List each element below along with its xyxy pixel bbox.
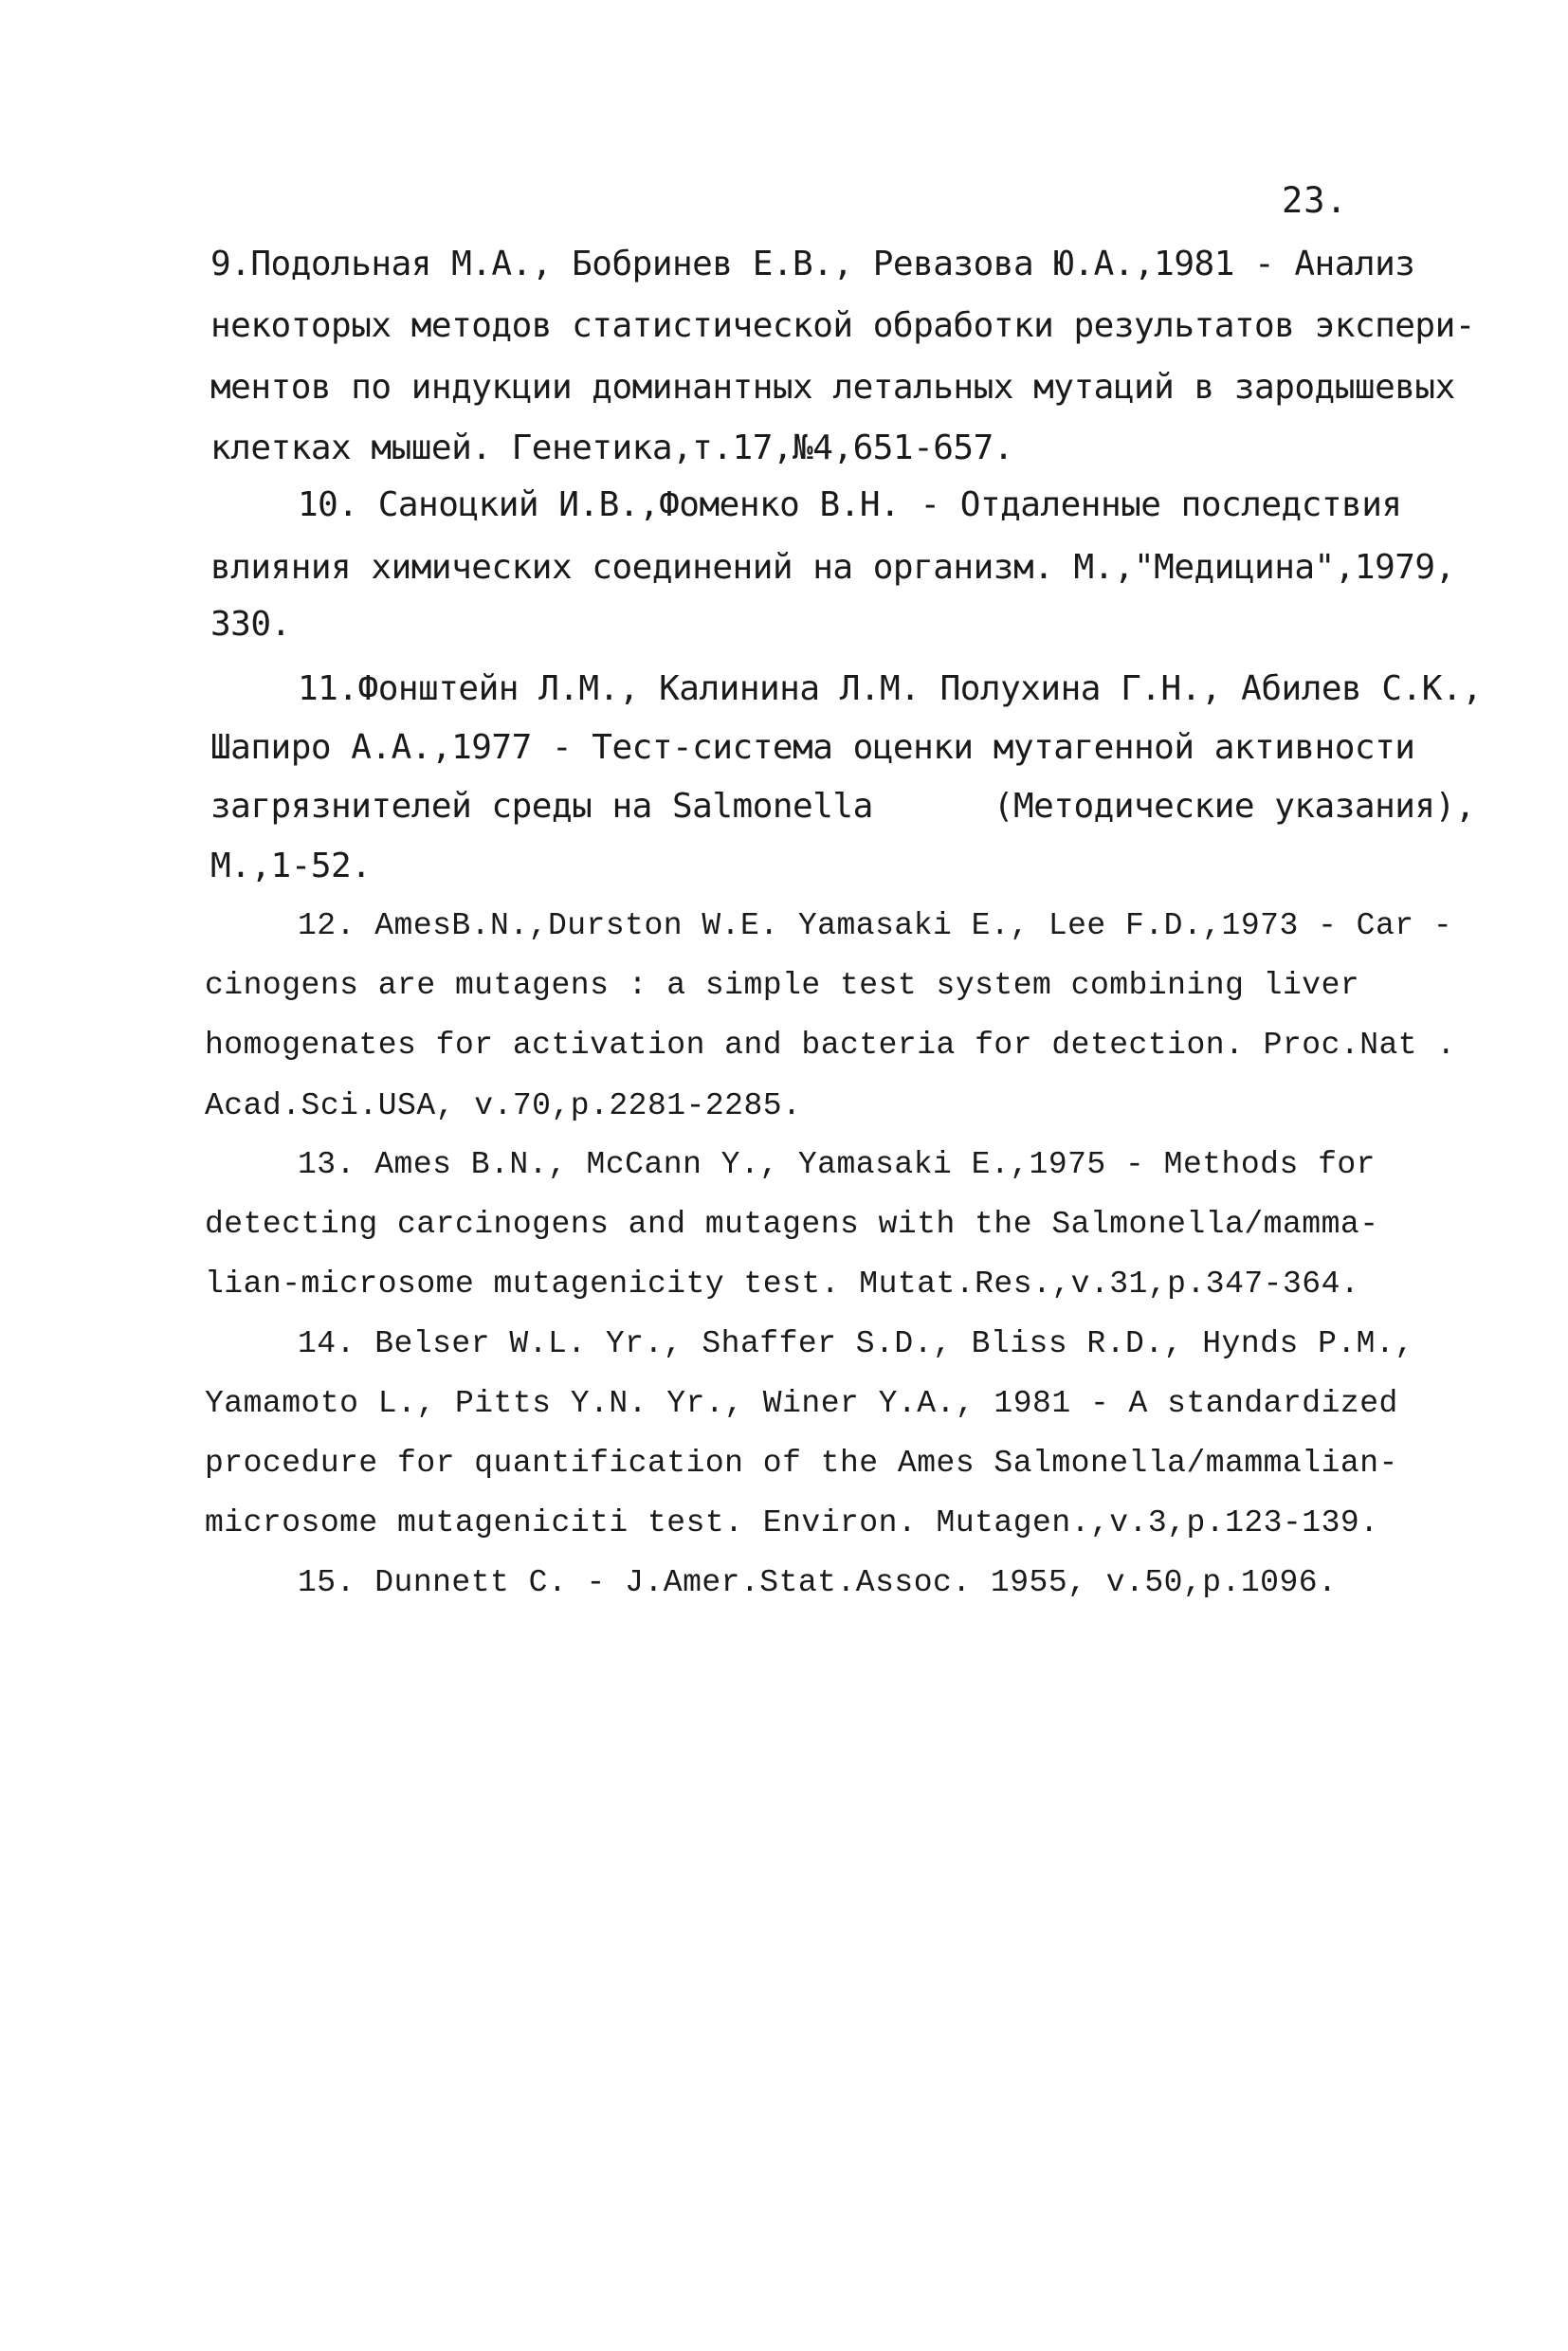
ref-9-line-3: ментов по индукции доминантных летальных мутаций в зародышевых xyxy=(210,368,1455,407)
ref-13-line-1: 13. Ames B.N., McCann Y., Yamasaki E.,1975 - Methods for xyxy=(298,1147,1376,1182)
ref-12-line-4: Acad.Sci.USA, v.70,p.2281-2285. xyxy=(205,1088,802,1123)
ref-15-line-1: 15. Dunnett C. - J.Amer.Stat.Assoc. 1955, v.50,p.1096. xyxy=(298,1565,1338,1600)
ref-14-line-1: 14. Belser W.L. Yr., Shaffer S.D., Bliss R.D., Hynds P.M., xyxy=(298,1326,1414,1361)
ref-12-line-2: cinogens are mutagens : a simple test system combining liver xyxy=(205,968,1360,1003)
ref-10-line-1: 10. Саноцкий И.В.,Фоменко В.Н. - Отдаленные последствия xyxy=(298,485,1402,524)
ref-12-line-1: 12. AmesB.N.,Durston W.E. Yamasaki E., Lee F.D.,1973 - Car - xyxy=(298,908,1453,943)
ref-12-line-3: homogenates for activation and bacteria for detection. Proc.Nat . xyxy=(205,1028,1456,1063)
ref-10-line-3: 330. xyxy=(210,605,291,644)
ref-11-line-4: М.,1-52. xyxy=(210,847,372,885)
ref-13-line-2: detecting carcinogens and mutagens with the Salmonella/mamma- xyxy=(205,1207,1379,1242)
ref-9-line-4: клетках мышей. Генетика,т.17,№4,651-657. xyxy=(210,428,1013,467)
ref-11-line-1: 11.Фонштейн Л.М., Калинина Л.М. Полухина Г.Н., Абилев С.К., xyxy=(298,669,1483,708)
ref-14-line-3: procedure for quantification of the Ames Salmonella/mammalian- xyxy=(205,1446,1398,1481)
ref-9-line-2: некоторых методов статистической обработки результатов экспери- xyxy=(210,306,1475,345)
page-number: 23. xyxy=(1282,180,1348,221)
ref-11-line-2: Шапиро А.А.,1977 - Тест-система оценки мутагенной активности xyxy=(210,728,1415,767)
ref-11-line-3: загрязнителей среды на Salmonella (Методические указания), xyxy=(210,787,1475,826)
ref-13-line-3: lian-microsome mutagenicity test. Mutat.Res.,v.31,p.347-364. xyxy=(205,1267,1360,1302)
ref-14-line-2: Yamamoto L., Pitts Y.N. Yr., Winer Y.A., 1981 - A standardized xyxy=(205,1386,1398,1421)
ref-9-line-1: 9.Подольная М.А., Бобринев Е.В., Ревазова Ю.А.,1981 - Анализ xyxy=(210,245,1415,283)
ref-10-line-2: влияния химических соединений на организм. М.,"Медицина",1979, xyxy=(210,548,1455,587)
ref-14-line-4: microsome mutageniciti test. Environ. Mutagen.,v.3,p.123-139. xyxy=(205,1505,1379,1540)
